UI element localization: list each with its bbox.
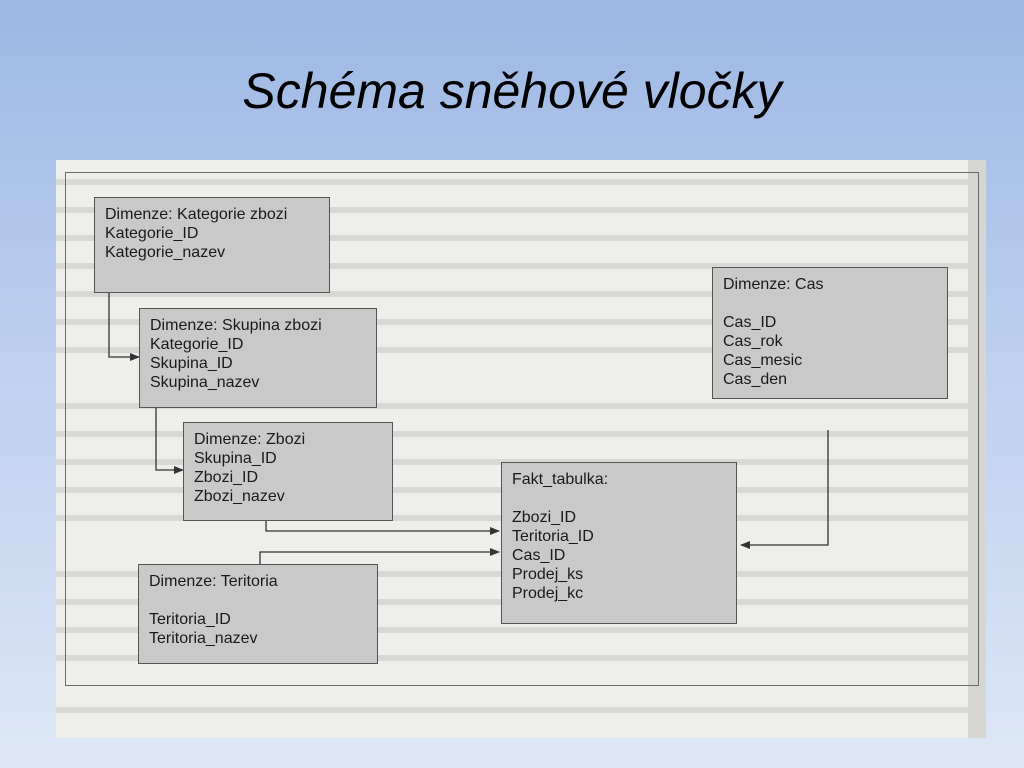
entity-attribute: Skupina_ID bbox=[150, 355, 233, 372]
entity-attribute: Cas_mesic bbox=[723, 352, 803, 369]
entity-attribute: Skupina_nazev bbox=[150, 374, 260, 391]
entity-attribute: Zbozi_nazev bbox=[194, 488, 285, 505]
connector-cas-to-fakt bbox=[741, 430, 828, 545]
entity-attribute: Zbozi_ID bbox=[194, 469, 259, 486]
entity-zbozi bbox=[183, 422, 393, 521]
entity-attribute: Kategorie_ID bbox=[150, 336, 244, 353]
scanned-diagram-image bbox=[56, 160, 986, 738]
entity-title: Dimenze: Cas bbox=[723, 276, 824, 293]
connector-zbozi-to-fakt bbox=[266, 520, 499, 531]
entity-attribute: Zbozi_ID bbox=[512, 509, 577, 526]
entity-title: Dimenze: Kategorie zbozi bbox=[105, 206, 288, 223]
entity-title: Dimenze: Zbozi bbox=[194, 431, 306, 448]
slide-title: Schéma sněhové vločky bbox=[242, 63, 782, 119]
entity-title: Fakt_tabulka: bbox=[512, 471, 609, 488]
entity-attribute: Cas_ID bbox=[723, 314, 777, 331]
entity-title: Dimenze: Teritoria bbox=[149, 573, 278, 590]
entity-attribute: Teritoria_ID bbox=[149, 611, 231, 628]
connector-kategorie-to-skupina bbox=[109, 293, 139, 357]
entity-skupina-zbozi bbox=[139, 308, 377, 408]
entity-teritoria bbox=[138, 564, 378, 664]
entity-attribute: Kategorie_nazev bbox=[105, 244, 226, 261]
entity-attribute: Cas_rok bbox=[723, 333, 783, 350]
entity-kategorie-zbozi bbox=[94, 197, 330, 293]
entity-attribute: Skupina_ID bbox=[194, 450, 277, 467]
entity-title: Dimenze: Skupina zbozi bbox=[150, 317, 322, 334]
entity-attribute: Cas_den bbox=[723, 371, 788, 388]
entity-fakt-tabulka bbox=[501, 462, 737, 624]
entity-attribute: Teritoria_nazev bbox=[149, 630, 258, 647]
entity-attribute: Cas_ID bbox=[512, 547, 566, 564]
connector-skupina-to-zbozi bbox=[156, 404, 183, 470]
entity-attribute: Kategorie_ID bbox=[105, 225, 199, 242]
entity-attribute: Prodej_ks bbox=[512, 566, 584, 583]
entity-attribute: Teritoria_ID bbox=[512, 528, 594, 545]
entity-attribute: Prodej_kc bbox=[512, 585, 584, 602]
entity-cas bbox=[712, 267, 948, 399]
